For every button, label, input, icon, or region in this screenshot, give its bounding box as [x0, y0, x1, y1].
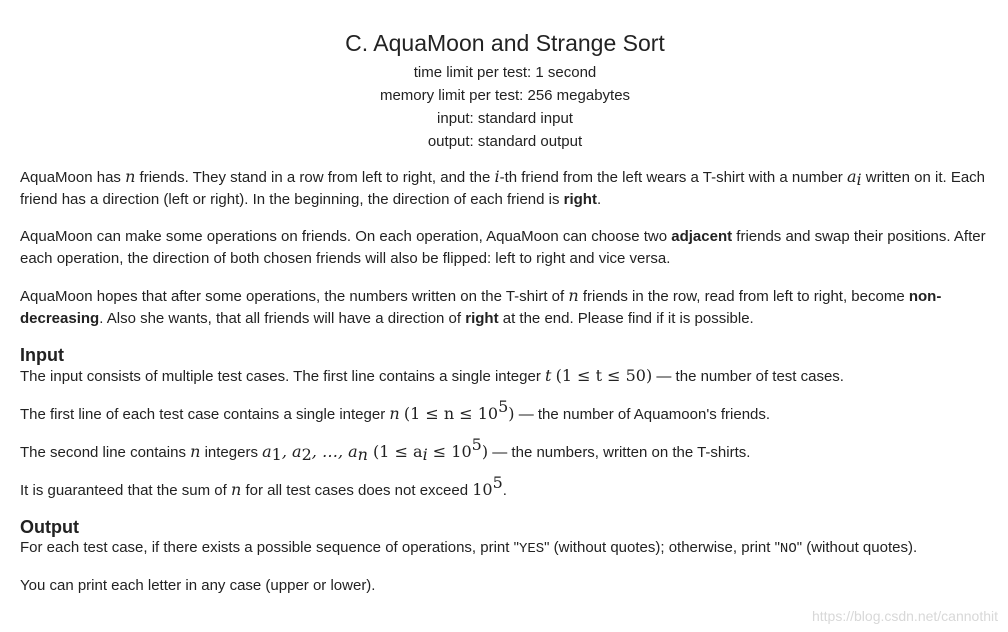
output-heading: Output: [20, 517, 79, 537]
problem-title: C. AquaMoon and Strange Sort: [345, 30, 665, 56]
problem-statement: [20, 0, 990, 612]
input-paragraph-4: It is guaranteed that the sum of n for all test cases does not exceed $10^5$.: [20, 473, 507, 499]
input-section: [20, 345, 990, 502]
legend-paragraph-3: AquaMoon hopes that after some operations, the numbers written on the T-shirt of n friends in the row, read from left to right, become non-decreasing. Also she wants, that all friends will have a direction of right at the end. Please find if it is possible.: [20, 286, 942, 327]
time-limit: time limit per test: 1 second: [413, 64, 597, 81]
output-paragraph-2: You can print each letter in any case (upper or lower).: [20, 577, 376, 594]
legend-section: [20, 166, 990, 330]
legend-paragraph-1: AquaMoon has n friends. They stand in a row from left to right, and the i-th friend from the left wears a T-shirt with a number $a_i$ written on it. Each friend has a direction (left or right). In the beginning, the direction of each friend is right.: [20, 167, 986, 208]
output-paragraph-1: For each test case, if there exists a possible sequence of operations, print "YES" (without quotes); otherwise, print "NO" (without quotes).: [20, 539, 918, 557]
output-section: [20, 517, 990, 597]
input-paragraph-1: The input consists of multiple test cases. The first line contains a single integer t (1 ≤ t ≤ 50) — the number of test cases.: [20, 366, 844, 385]
problem-header: [20, 29, 990, 153]
input-file: input: standard input: [437, 110, 573, 127]
input-heading: Input: [20, 345, 64, 365]
memory-limit: memory limit per test: 256 megabytes: [379, 87, 631, 104]
legend-paragraph-2: AquaMoon can make some operations on friends. On each operation, AquaMoon can choose two adjacent friends and swap their positions. After each operation, the direction of both chosen friends will also be flipped: left to right and vice versa.: [20, 228, 986, 267]
input-paragraph-3: The second line contains n integers $a_1$, $a_2$, …, $a_n$ $(1 \le a_i \le 10^5)$ — the numbers, written on the T-shirts.: [20, 435, 751, 464]
output-file: output: standard output: [427, 133, 583, 150]
watermark: https://blog.csdn.net/cannothit: [811, 608, 998, 624]
input-paragraph-2: The first line of each test case contains a single integer n $(1 \le n \le 10^5)$ — the number of Aquamoon's friends.: [20, 397, 771, 423]
